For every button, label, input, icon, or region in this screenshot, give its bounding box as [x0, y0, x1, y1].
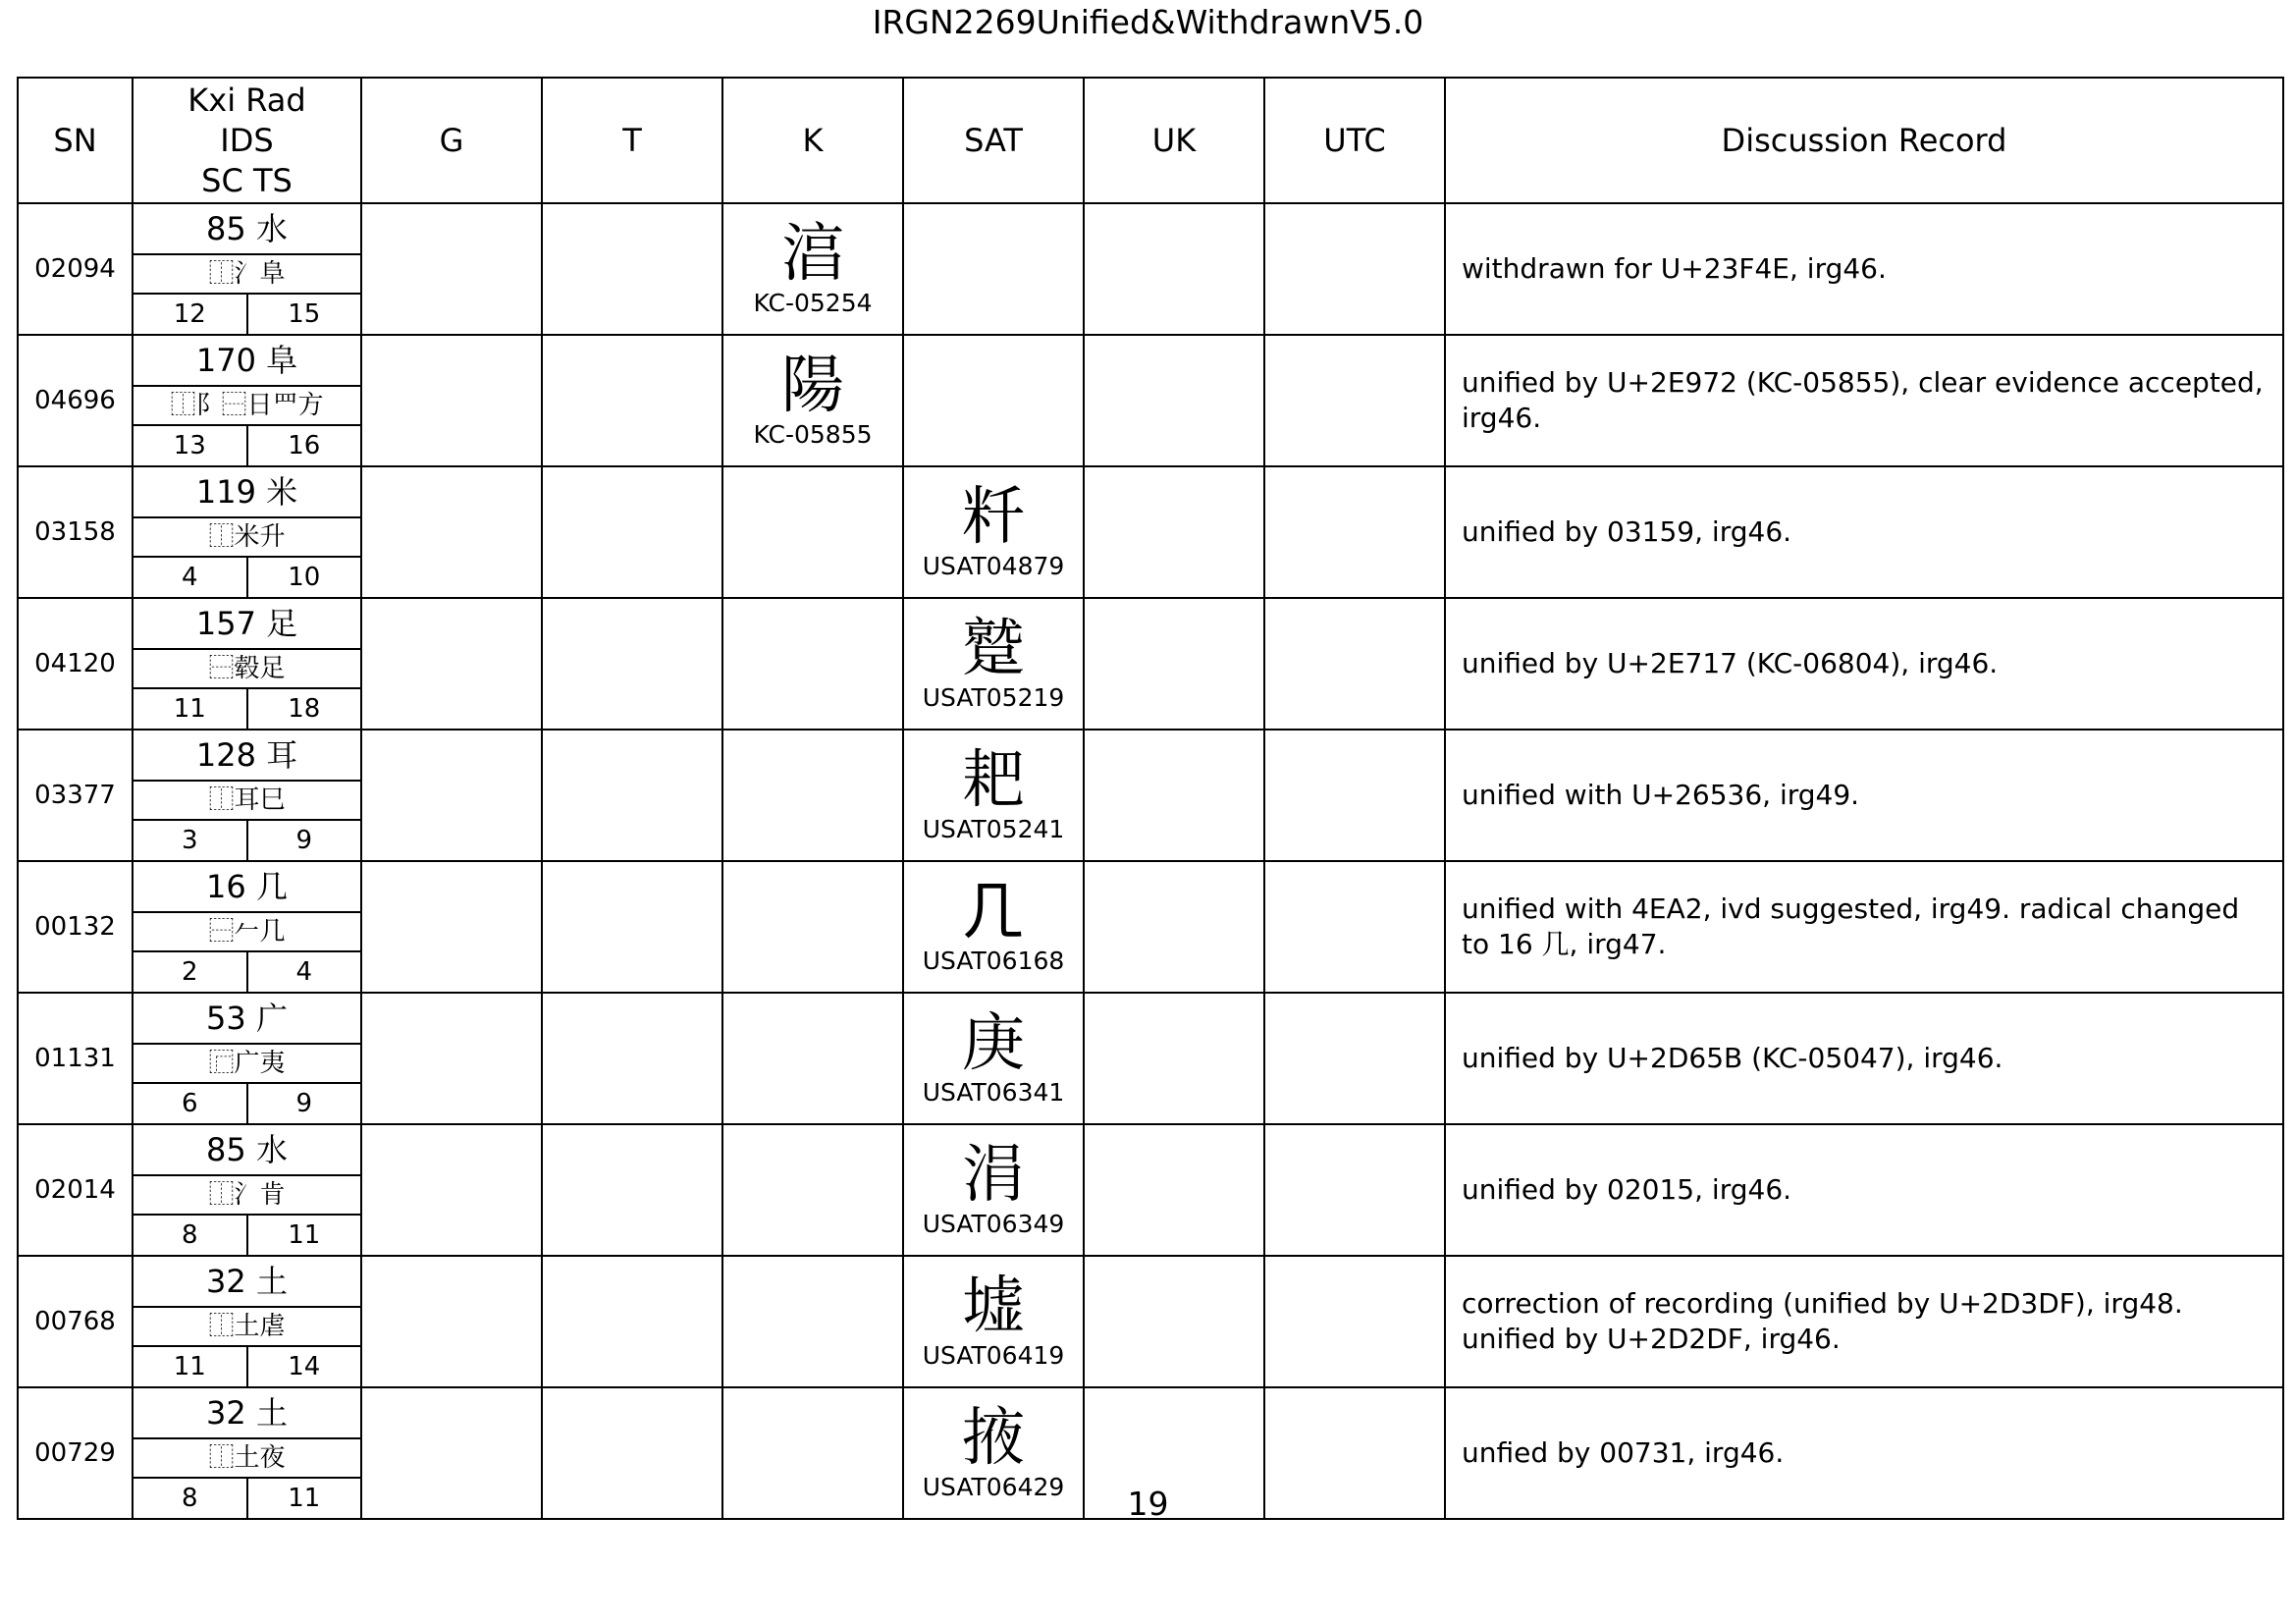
ids-value: ⿰土夜 — [133, 1438, 360, 1478]
k-cell — [722, 1256, 903, 1387]
unified-withdrawn-table — [17, 77, 2284, 1520]
sat-source: USAT06429 — [922, 1473, 1065, 1501]
utc-cell — [1264, 203, 1445, 335]
utc-cell — [1264, 466, 1445, 598]
kxi-rad-ids-cell — [133, 1256, 361, 1387]
k-cell — [722, 1124, 903, 1256]
utc-cell — [1264, 598, 1445, 730]
radical-value: 119 米 — [195, 473, 298, 511]
ids-value: ⿰阝⿱日罒方 — [133, 386, 360, 425]
utc-cell — [1264, 993, 1445, 1124]
discussion-record-cell: unified by 03159, irg46. — [1445, 466, 2283, 598]
discussion-record-cell: unified by U+2E972 (KC-05855), clear evidence accepted, irg46. — [1445, 335, 2283, 466]
sc-value: 6 — [133, 1083, 247, 1123]
ids-value: ⿱毂足 — [133, 649, 360, 688]
discussion-record-cell: unified with 4EA2, ivd suggested, irg49. radical changed to 16 几, irg47. — [1445, 861, 2283, 993]
sat-source: USAT06419 — [922, 1341, 1065, 1370]
uk-cell — [1084, 1124, 1264, 1256]
uk-cell — [1084, 1256, 1264, 1387]
sc-value: 11 — [133, 688, 247, 729]
t-cell — [542, 466, 722, 598]
ts-value: 4 — [295, 957, 313, 987]
discussion-record-cell: unified by 02015, irg46. — [1445, 1124, 2283, 1256]
discussion-record-cell: unfied by 00731, irg46. — [1445, 1387, 2283, 1519]
sat-cell — [903, 335, 1084, 466]
g-cell — [361, 598, 542, 730]
g-cell — [361, 335, 542, 466]
sat-glyph: 涓 — [962, 1139, 1025, 1212]
kxi-rad-ids-cell — [133, 730, 361, 861]
sn-cell: 01131 — [18, 993, 133, 1124]
k-source: KC-05254 — [753, 289, 873, 317]
k-cell — [722, 993, 903, 1124]
kxi-rad-ids-cell — [133, 861, 361, 993]
sc-value: 8 — [133, 1478, 247, 1518]
uk-cell — [1084, 993, 1264, 1124]
radical-value: 32 土 — [206, 1263, 288, 1300]
header-kxi-line3: SC TS — [201, 161, 293, 199]
table-body — [18, 203, 2283, 1519]
sat-source: USAT05241 — [922, 815, 1065, 843]
kxi-rad-ids-cell — [133, 598, 361, 730]
uk-cell — [1084, 730, 1264, 861]
sat-cell — [903, 993, 1084, 1124]
sat-cell — [903, 861, 1084, 993]
discussion-record-cell: unified by U+2E717 (KC-06804), irg46. — [1445, 598, 2283, 730]
kxi-rad-ids-cell — [133, 203, 361, 335]
sat-cell — [903, 598, 1084, 730]
t-cell — [542, 861, 722, 993]
k-cell — [722, 598, 903, 730]
g-cell — [361, 466, 542, 598]
header-g: G — [361, 78, 542, 203]
discussion-record-cell: correction of recording (unified by U+2D3DF), irg48. unified by U+2D2DF, irg46. — [1445, 1256, 2283, 1387]
radical-value: 53 广 — [206, 1000, 288, 1037]
sat-source: USAT04879 — [922, 552, 1065, 580]
ts-value: 16 — [288, 431, 321, 460]
sat-glyph: 蹵 — [962, 613, 1025, 685]
sn-cell: 00729 — [18, 1387, 133, 1519]
utc-cell — [1264, 335, 1445, 466]
sn-cell: 04696 — [18, 335, 133, 466]
k-cell — [722, 730, 903, 861]
ts-value: 14 — [288, 1352, 321, 1381]
uk-cell — [1084, 203, 1264, 335]
table-row — [18, 993, 2283, 1124]
kxi-rad-ids-cell — [133, 466, 361, 598]
kxi-rad-ids-cell — [133, 993, 361, 1124]
sat-glyph: 𠘧 — [962, 876, 1025, 948]
radical-value: 85 水 — [206, 210, 288, 247]
sat-glyph: 粁 — [962, 481, 1025, 554]
sn-cell: 00768 — [18, 1256, 133, 1387]
sn-cell: 00132 — [18, 861, 133, 993]
ts-value: 9 — [295, 826, 313, 855]
table-row — [18, 598, 2283, 730]
sn-cell: 03377 — [18, 730, 133, 861]
k-cell — [722, 203, 903, 335]
t-cell — [542, 335, 722, 466]
sat-cell — [903, 466, 1084, 598]
header-kxi-line1: Kxi Rad — [187, 81, 306, 119]
k-cell — [722, 335, 903, 466]
g-cell — [361, 1256, 542, 1387]
sat-source: USAT06349 — [922, 1210, 1065, 1238]
table-row — [18, 335, 2283, 466]
ids-value: ⿰氵肯 — [133, 1175, 360, 1215]
header-sn: SN — [18, 78, 133, 203]
table-row — [18, 466, 2283, 598]
k-glyph: 湻 — [781, 218, 844, 291]
radical-value: 157 足 — [195, 605, 298, 642]
radical-value: 16 几 — [206, 868, 288, 905]
sat-source: USAT05219 — [922, 683, 1065, 712]
sat-cell — [903, 203, 1084, 335]
header-sat: SAT — [903, 78, 1084, 203]
radical-value: 170 阜 — [195, 342, 298, 379]
sn-cell: 02094 — [18, 203, 133, 335]
sat-glyph: 墟 — [962, 1271, 1025, 1343]
header-k: K — [722, 78, 903, 203]
header-t: T — [542, 78, 722, 203]
sat-source: USAT06341 — [922, 1078, 1065, 1107]
uk-cell — [1084, 861, 1264, 993]
sat-cell — [903, 730, 1084, 861]
ts-value: 18 — [288, 694, 321, 724]
ids-value: ⿱𠂉几 — [133, 912, 360, 951]
k-source: KC-05855 — [753, 420, 873, 449]
utc-cell — [1264, 1256, 1445, 1387]
ts-value: 10 — [288, 563, 321, 592]
t-cell — [542, 1256, 722, 1387]
sc-value: 12 — [133, 294, 247, 334]
sat-cell — [903, 1256, 1084, 1387]
ids-value: ⿸广夷 — [133, 1044, 360, 1083]
ts-value: 15 — [288, 299, 321, 329]
header-kxi-line2: IDS — [220, 121, 274, 159]
radical-value: 32 土 — [206, 1394, 288, 1432]
table-row — [18, 730, 2283, 861]
header-uk: UK — [1084, 78, 1264, 203]
kxi-rad-ids-cell — [133, 1124, 361, 1256]
sc-value: 11 — [133, 1346, 247, 1386]
ids-value: ⿰耳巳 — [133, 781, 360, 820]
sat-source: USAT06168 — [922, 947, 1065, 975]
sat-glyph: 庚 — [962, 1007, 1025, 1080]
table-row — [18, 203, 2283, 335]
g-cell — [361, 730, 542, 861]
uk-cell — [1084, 598, 1264, 730]
sn-cell: 03158 — [18, 466, 133, 598]
sat-glyph: 耙 — [962, 744, 1025, 817]
discussion-record-cell: unified by U+2D65B (KC-05047), irg46. — [1445, 993, 2283, 1124]
header-kxi-rad-ids — [133, 78, 361, 203]
g-cell — [361, 993, 542, 1124]
sc-value: 13 — [133, 425, 247, 465]
table-row — [18, 1256, 2283, 1387]
sc-value: 8 — [133, 1215, 247, 1255]
table-row — [18, 861, 2283, 993]
header-discussion-record: Discussion Record — [1445, 78, 2283, 203]
sat-cell — [903, 1124, 1084, 1256]
k-cell — [722, 861, 903, 993]
sn-cell: 04120 — [18, 598, 133, 730]
document-title: IRGN2269Unified&WithdrawnV5.0 — [872, 3, 1424, 41]
t-cell — [542, 203, 722, 335]
ids-value: ⿰米升 — [133, 517, 360, 557]
ids-value: ⿰土虐 — [133, 1307, 360, 1346]
sc-value: 2 — [133, 951, 247, 992]
uk-cell — [1084, 335, 1264, 466]
sc-value: 4 — [133, 557, 247, 597]
g-cell — [361, 1124, 542, 1256]
ts-value: 11 — [288, 1220, 321, 1250]
utc-cell — [1264, 861, 1445, 993]
sn-cell: 02014 — [18, 1124, 133, 1256]
radical-value: 85 水 — [206, 1131, 288, 1168]
page-number: 19 — [1127, 1485, 1169, 1523]
g-cell — [361, 203, 542, 335]
sat-glyph: 掖 — [962, 1402, 1025, 1475]
utc-cell — [1264, 1124, 1445, 1256]
t-cell — [542, 730, 722, 861]
ts-value: 11 — [288, 1484, 321, 1513]
header-utc: UTC — [1264, 78, 1445, 203]
t-cell — [542, 598, 722, 730]
kxi-rad-ids-cell — [133, 335, 361, 466]
discussion-record-cell: withdrawn for U+23F4E, irg46. — [1445, 203, 2283, 335]
t-cell — [542, 1124, 722, 1256]
table-row — [18, 1124, 2283, 1256]
discussion-record-cell: unified with U+26536, irg49. — [1445, 730, 2283, 861]
header-row — [18, 78, 2283, 203]
k-cell — [722, 466, 903, 598]
k-glyph: 陽 — [781, 350, 844, 422]
sc-value: 3 — [133, 820, 247, 860]
t-cell — [542, 993, 722, 1124]
radical-value: 128 耳 — [195, 736, 298, 774]
utc-cell — [1264, 730, 1445, 861]
g-cell — [361, 861, 542, 993]
uk-cell — [1084, 466, 1264, 598]
ids-value: ⿰氵阜 — [133, 254, 360, 294]
ts-value: 9 — [295, 1089, 313, 1118]
